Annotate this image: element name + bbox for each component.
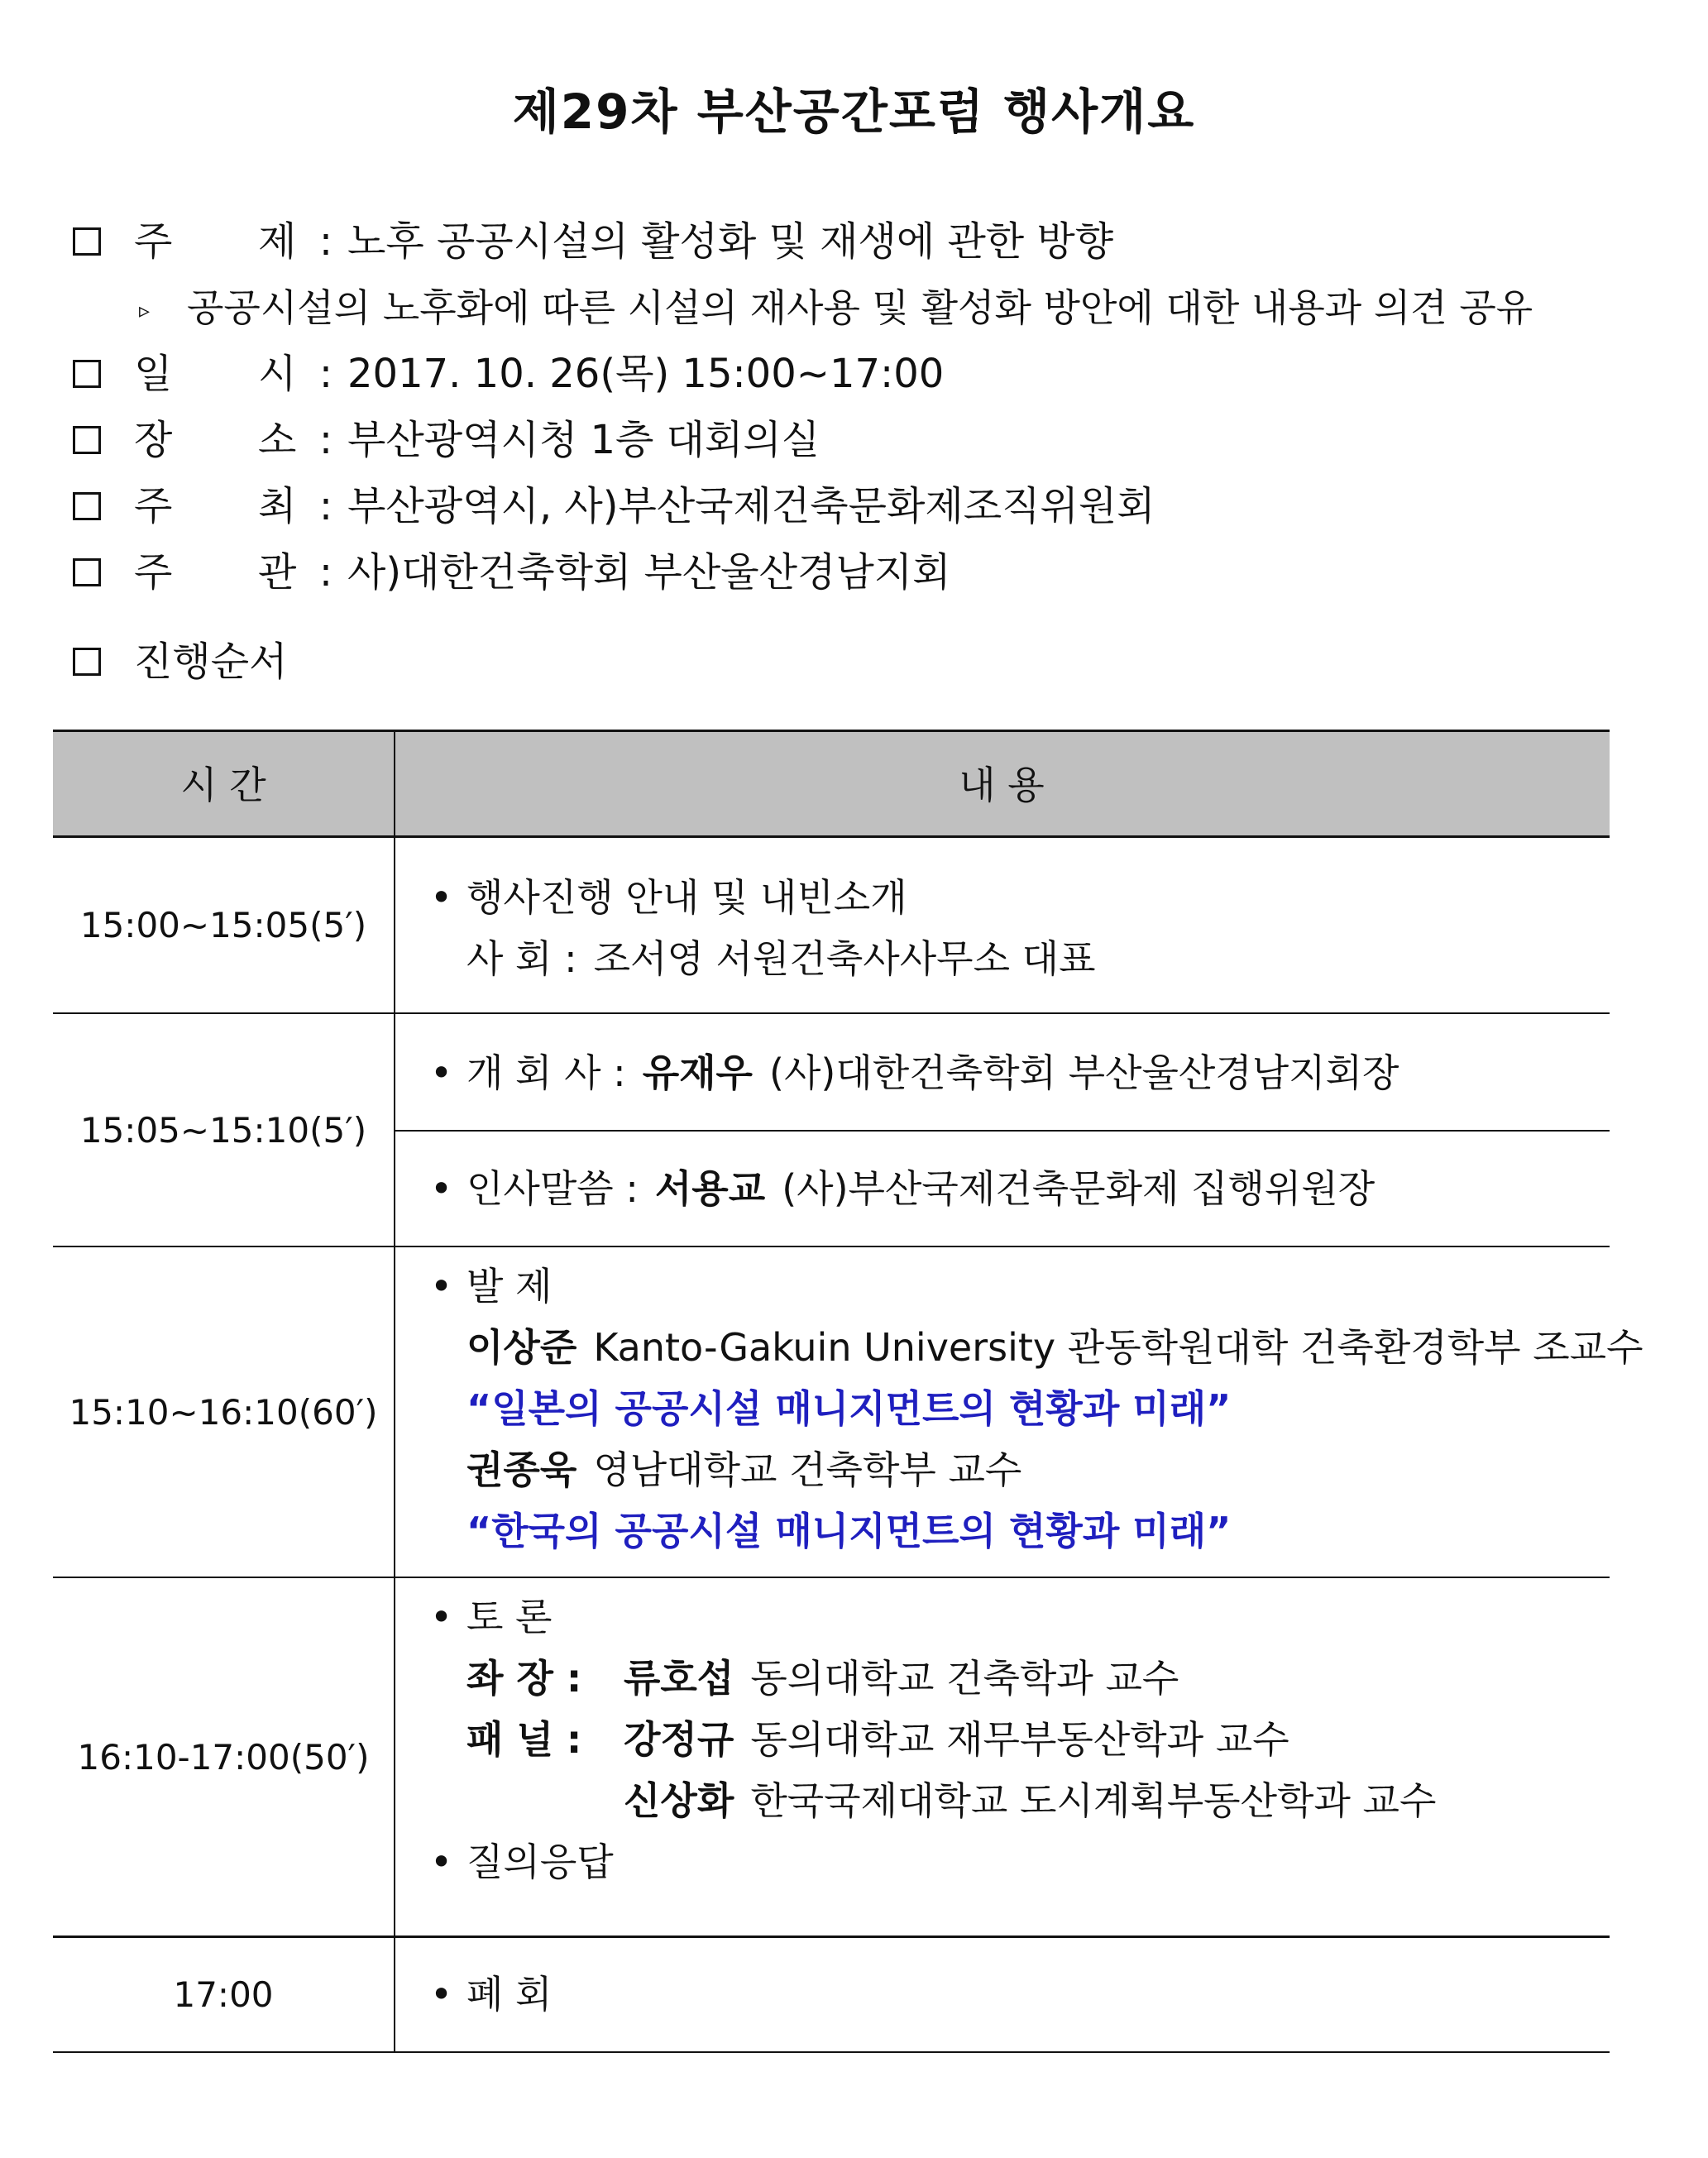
row-content-line: [430, 1970, 553, 2018]
row-text: 조서영 서원건축사사무소 대표: [593, 936, 1096, 981]
table-rule: [53, 2051, 1610, 2053]
row-time: 17:00: [173, 1974, 274, 2015]
speaker-name: 서용교: [654, 1166, 766, 1211]
row-content-line: [430, 1838, 614, 1886]
info-colon: :: [318, 218, 333, 265]
info-label-a: 일: [134, 351, 173, 397]
checkbox-square-icon: [73, 360, 101, 388]
speaker-name: 류호섭: [624, 1656, 734, 1701]
bullet-icon: •: [430, 1166, 453, 1211]
row-content-line: [624, 1777, 1436, 1825]
presentation-topic: “일본의 공공시설 매니지먼트의 현황과 미래”: [466, 1386, 1232, 1431]
speaker-name: 권종욱: [466, 1447, 577, 1492]
info-colon: :: [318, 417, 333, 463]
row-label: 좌 장 :: [466, 1656, 582, 1701]
speaker-name: 강정규: [624, 1717, 734, 1762]
row-time: 15:10~16:10(60′): [69, 1391, 378, 1433]
row-text: 한국국제대학교 도시계획부동산학과 교수: [750, 1778, 1437, 1823]
row-label: 패 널 :: [466, 1717, 582, 1762]
info-colon: :: [318, 549, 333, 596]
row-time: 15:05~15:10(5′): [79, 1109, 367, 1151]
info-label-b: 시: [258, 351, 297, 397]
info-topic-detail: [139, 283, 1533, 336]
row-text: 토 론: [466, 1595, 553, 1639]
speaker-name: 이상준: [466, 1325, 577, 1370]
info-label-a: 주: [134, 549, 173, 596]
checkbox-square-icon: [73, 558, 101, 586]
checkbox-square-icon: [73, 492, 101, 520]
info-value: 사)대한건축학회 부산울산경남지회: [347, 549, 951, 596]
info-organizer: [73, 548, 951, 597]
row-text: 동의대학교 건축학과 교수: [750, 1656, 1179, 1701]
row-text: 행사진행 안내 및 내빈소개: [466, 875, 907, 920]
row-time: 16:10-17:00(50′): [77, 1736, 370, 1778]
info-label-a: 장: [134, 417, 173, 463]
triangle-marker-icon: ▹: [139, 298, 151, 323]
schedule-table: [53, 730, 1643, 2053]
info-place: [73, 415, 820, 465]
info-label-b: 소: [258, 417, 297, 463]
info-detail-value: 공공시설의 노후화에 따른 시설의 재사용 및 활성화 방안에 대한 내용과 의견 공유: [187, 285, 1533, 330]
bullet-icon: •: [430, 1050, 453, 1095]
info-label-a: 주: [134, 218, 173, 265]
program-heading: [73, 637, 287, 687]
table-column-divider: [394, 730, 395, 2053]
bullet-icon: •: [430, 1972, 453, 2017]
row-content-line: [430, 1323, 1643, 1371]
info-colon: :: [318, 483, 333, 529]
info-topic: [73, 217, 1113, 266]
row-label: 인사말씀 :: [466, 1166, 639, 1211]
row-content-line: [430, 1715, 1289, 1763]
speaker-name: 유재우: [642, 1050, 753, 1095]
program-heading-text: 진행순서: [134, 639, 288, 685]
info-colon: :: [318, 351, 333, 397]
presentation-topic: “한국의 공공시설 매니지먼트의 현황과 미래”: [466, 1509, 1232, 1553]
checkbox-square-icon: [73, 227, 101, 256]
row-label: 개 회 사 :: [466, 1050, 626, 1095]
info-value: 노후 공공시설의 활성화 및 재생에 관한 방향: [347, 218, 1114, 265]
bullet-icon: •: [430, 1264, 453, 1309]
row-content-line: [430, 1654, 1179, 1702]
row-content-line: [430, 935, 1096, 983]
speaker-name: 신상화: [624, 1778, 734, 1823]
row-text: (사)대한건축학회 부산울산경남지회장: [769, 1050, 1399, 1095]
header-content: 내 용: [959, 763, 1045, 807]
info-value: 2017. 10. 26(목) 15:00~17:00: [347, 351, 945, 397]
table-sub-rule: [394, 1130, 1610, 1132]
info-value: 부산광역시, 사)부산국제건축문화제조직위원회: [347, 483, 1155, 529]
row-text: 영남대학교 건축학부 교수: [593, 1447, 1022, 1492]
info-label-a: 주: [134, 483, 173, 529]
row-text: 폐 회: [466, 1972, 553, 2017]
bullet-icon: •: [430, 1840, 453, 1884]
info-label-b: 관: [258, 549, 297, 596]
bullet-icon: •: [430, 1595, 453, 1639]
row-label: 사 회 :: [466, 936, 577, 981]
row-content-line: [430, 1165, 1375, 1213]
checkbox-square-icon: [73, 648, 101, 676]
row-text: (사)부산국제건축문화제 집행위원장: [782, 1166, 1375, 1211]
row-text: Kanto-Gakuin University 관동학원대학 건축환경학부 조교수: [593, 1325, 1643, 1370]
row-text: 발 제: [466, 1264, 553, 1309]
row-content-line: [430, 1049, 1399, 1097]
document-title: 제29차 부산공간포럼 행사개요: [512, 84, 1196, 140]
row-content-line: [430, 873, 907, 921]
row-content-line: [430, 1446, 1021, 1494]
row-text: 동의대학교 재무부동산학과 교수: [750, 1717, 1289, 1762]
header-time: 시 간: [180, 763, 266, 807]
row-time: 15:00~15:05(5′): [79, 904, 367, 945]
checkbox-square-icon: [73, 426, 101, 454]
info-date: [73, 349, 944, 399]
bullet-icon: •: [430, 875, 453, 920]
row-content-line: [430, 1593, 553, 1641]
row-content-line: [430, 1262, 553, 1310]
row-text: 질의응답: [466, 1840, 614, 1884]
info-value: 부산광역시청 1층 대회의실: [347, 417, 821, 463]
info-label-b: 최: [258, 483, 297, 529]
info-label-b: 제: [258, 218, 297, 265]
info-host: [73, 481, 1155, 531]
